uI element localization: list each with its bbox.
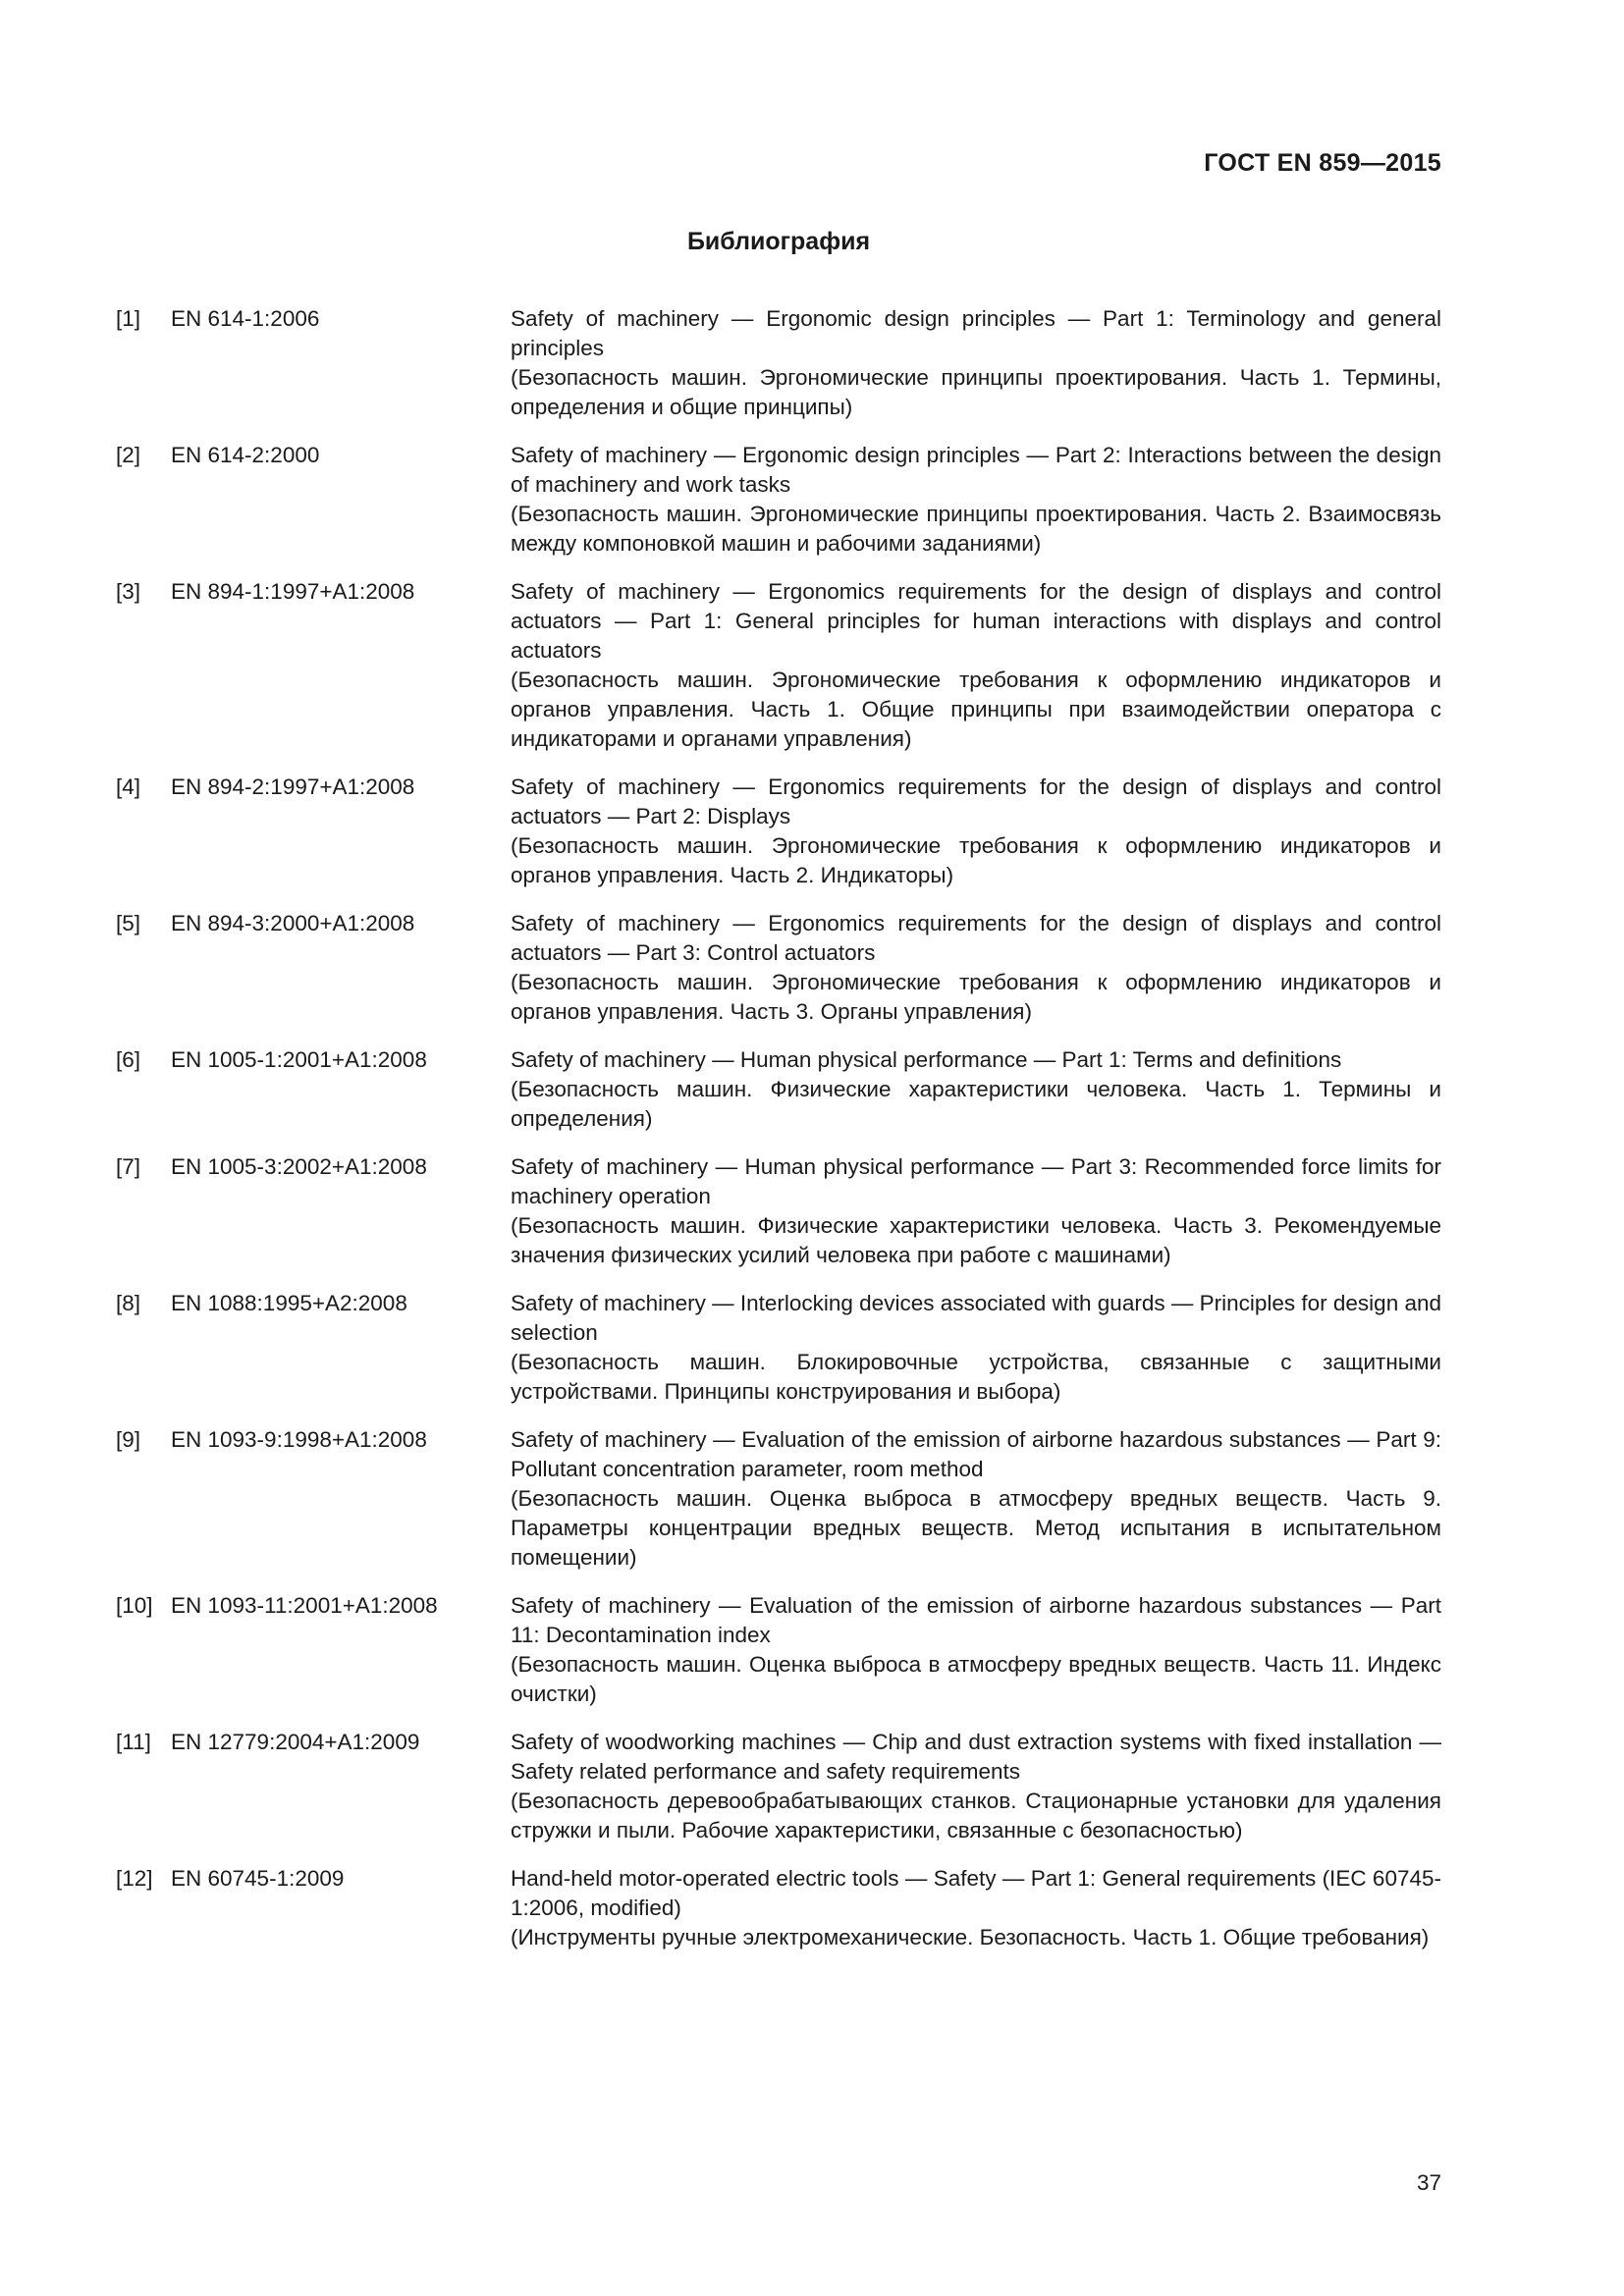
entry-number: [12] — [116, 1866, 153, 1891]
bibliography-entry — [116, 1425, 1441, 1573]
standard-code: EN 894-3:2000+A1:2008 — [171, 911, 415, 935]
bibliography-entry — [116, 441, 1441, 559]
entry-number: [11] — [116, 1730, 151, 1754]
entry-description — [511, 441, 1441, 559]
entry-description — [511, 1728, 1441, 1845]
entry-description — [511, 1289, 1441, 1407]
standard-code: EN 1093-11:2001+A1:2008 — [171, 1593, 438, 1618]
title-russian: (Безопасность машин. Эргономические требования к оформлению индикаторов и органов управления. Часть 3. Органы управления) — [511, 970, 1441, 1024]
entry-description — [511, 577, 1441, 754]
entry-number: [7] — [116, 1154, 141, 1179]
entry-number: [4] — [116, 774, 141, 799]
entry-number: [6] — [116, 1047, 141, 1072]
title-english: Safety of machinery — Ergonomics requirements for the design of displays and control actuators — Part 2: Displays — [511, 774, 1441, 828]
entry-number: [5] — [116, 911, 141, 935]
title-english: Hand-held motor-operated electric tools — Safety — Part 1: General requirements (IEC 60745-1:2006, modified) — [511, 1866, 1441, 1920]
standard-code: EN 1088:1995+A2:2008 — [171, 1291, 407, 1315]
title-russian: (Безопасность машин. Физические характеристики человека. Часть 1. Термины и определения) — [511, 1077, 1441, 1131]
entry-description — [511, 773, 1441, 890]
entry-description — [511, 1425, 1441, 1573]
entry-description — [511, 1152, 1441, 1270]
bibliography-entry — [116, 1591, 1441, 1709]
section-title: Библиография — [686, 228, 871, 255]
standard-code: EN 614-2:2000 — [171, 443, 320, 467]
bibliography-entry — [116, 1728, 1441, 1845]
bibliography-entry — [116, 304, 1441, 422]
title-english: Safety of machinery — Ergonomic design principles — Part 1: Terminology and general principles — [511, 306, 1441, 360]
standard-code: EN 894-1:1997+A1:2008 — [171, 579, 415, 604]
entry-number: [1] — [116, 306, 141, 331]
entry-number: [2] — [116, 443, 141, 467]
title-russian: (Инструменты ручные электромеханические. Безопасность. Часть 1. Общие требования) — [511, 1925, 1430, 1949]
bibliography-entry — [116, 577, 1441, 754]
entry-description — [511, 304, 1441, 422]
title-english: Safety of machinery — Evaluation of the emission of airborne hazardous substances — Part 9: Pollutant concentration parameter, room method — [511, 1427, 1441, 1481]
entry-description — [511, 1591, 1441, 1709]
title-russian: (Безопасность машин. Эргономические требования к оформлению индикаторов и органов управления. Часть 1. Общие принципы при взаимодействии оператора с индикаторами и органами управления) — [511, 667, 1441, 751]
entry-number: [9] — [116, 1427, 141, 1452]
entry-description — [511, 909, 1441, 1027]
document-code-header: ГОСТ EN 859—2015 — [1204, 149, 1441, 177]
title-russian: (Безопасность машин. Физические характеристики человека. Часть 3. Рекомендуемые значения физических усилий человека при работе с машинами) — [511, 1213, 1441, 1267]
title-russian: (Безопасность машин. Эргономические требования к оформлению индикаторов и органов управления. Часть 2. Индикаторы) — [511, 833, 1441, 887]
standard-code: EN 60745-1:2009 — [171, 1866, 345, 1891]
standard-code: EN 894-2:1997+A1:2008 — [171, 774, 415, 799]
entry-number: [8] — [116, 1291, 141, 1315]
title-english: Safety of machinery — Ergonomic design principles — Part 2: Interactions between the design of machinery and work tasks — [511, 443, 1441, 497]
page-number: 37 — [1416, 2170, 1441, 2195]
bibliography-list — [116, 304, 1441, 1971]
entry-number: [3] — [116, 579, 141, 604]
entry-description — [511, 1045, 1441, 1134]
bibliography-entry — [116, 773, 1441, 890]
title-russian: (Безопасность машин. Блокировочные устройства, связанные с защитными устройствами. Принципы конструирования и выбора) — [511, 1350, 1441, 1404]
bibliography-entry — [116, 909, 1441, 1027]
title-russian: (Безопасность деревообрабатывающих станков. Стационарные установки для удаления стружки и пыли. Рабочие характеристики, связанные с безопасностью) — [511, 1789, 1441, 1842]
title-russian: (Безопасность машин. Оценка выброса в атмосферу вредных веществ. Часть 11. Индекс очистки) — [511, 1652, 1441, 1706]
bibliography-entry — [116, 1152, 1441, 1270]
title-english: Safety of woodworking machines — Chip and dust extraction systems with fixed installation — Safety related performance and safety requirements — [511, 1730, 1441, 1784]
title-english: Safety of machinery — Ergonomics requirements for the design of displays and control actuators — Part 1: General principles for human interactions with displays and control actuators — [511, 579, 1441, 663]
entry-number: [10] — [116, 1593, 153, 1618]
standard-code: EN 1005-1:2001+A1:2008 — [171, 1047, 427, 1072]
bibliography-entry — [116, 1864, 1441, 1952]
standard-code: EN 1093-9:1998+A1:2008 — [171, 1427, 427, 1452]
title-russian: (Безопасность машин. Оценка выброса в атмосферу вредных веществ. Часть 9. Параметры концентрации вредных веществ. Метод испытания в испытательном помещении) — [511, 1486, 1441, 1570]
title-english: Safety of machinery — Human physical performance — Part 1: Terms and definitions — [511, 1047, 1342, 1072]
standard-code: EN 12779:2004+A1:2009 — [171, 1730, 420, 1754]
bibliography-entry — [116, 1289, 1441, 1407]
bibliography-entry — [116, 1045, 1441, 1134]
title-english: Safety of machinery — Human physical performance — Part 3: Recommended force limits for machinery operation — [511, 1154, 1441, 1208]
title-english: Safety of machinery — Ergonomics requirements for the design of displays and control actuators — Part 3: Control actuators — [511, 911, 1441, 965]
title-english: Safety of machinery — Interlocking devices associated with guards — Principles for design and selection — [511, 1291, 1441, 1345]
title-russian: (Безопасность машин. Эргономические принципы проектирования. Часть 1. Термины, определения и общие принципы) — [511, 365, 1441, 419]
standard-code: EN 1005-3:2002+A1:2008 — [171, 1154, 427, 1179]
entry-description — [511, 1864, 1441, 1952]
title-russian: (Безопасность машин. Эргономические принципы проектирования. Часть 2. Взаимосвязь между компоновкой машин и рабочими заданиями) — [511, 502, 1441, 556]
standard-code: EN 614-1:2006 — [171, 306, 320, 331]
title-english: Safety of machinery — Evaluation of the emission of airborne hazardous substances — Part 11: Decontamination index — [511, 1593, 1441, 1647]
